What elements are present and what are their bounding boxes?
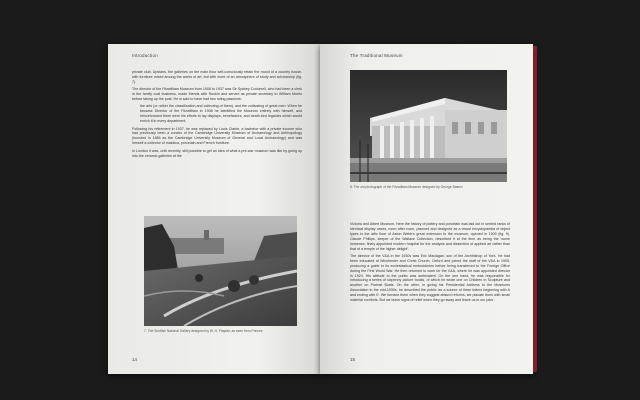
open-book [108,44,533,374]
left-page [108,44,320,374]
left-body-text [132,70,302,161]
right-body-text [350,222,510,306]
right-paragraph: The director of the V&A in the 1930s was Eric Maclagan, son of the Archbishop of York. He had been educated at Winchester and Christ Church, Oxford and joined the staff of the V&A in 1905, producing a guide to its ecclesiastical embroideries before being transferred to the Foreign Office during the First World War. He then returned to work for the V&A, where he was appointed director in 1924. His attitude to the public was ambivalent. On the one hand, he was responsible for introducing a series of sixpenny picture books, of which he wrote one on Children in Sculpture and another on Portrait Busts. On the other, in giving his Presidential Address to the Museums Association in the mid-1930s, he described the public 'as a source of three letters beginning with A and ending with E. We furnace them when they suggest absurd reforms, we placate them with small material comforts. But we leave signs of relief when they go away and leave us in our jobs'. [350,253,510,303]
right-running-header: The Traditional Museum [350,53,403,58]
right-paragraph: Victoria and Albert Museum. Here the history of pottery and porcelain was laid out in serried ranks of identical display cases, room after room, planned and designed as a visual encyclopaedia of object types in the attic floor of Aston Webb's great extension to the museum, opened in 1909 (fig. 9). Claude Phillips, keeper of the Wallace Collection, described it at the time as being the 'some immense, finely appointed modern hospital for the analysis and dissection of applied art rather than that of a temple of the higher delight'. [350,222,510,251]
right-page [320,44,533,374]
left-page-number: 14 [132,357,138,362]
left-running-header: Introduction [132,53,158,58]
left-paragraph: In London it was, until recently, still possible to get an idea of what a pre-war museum was like by going up into the ceramic galleries at the [132,148,302,158]
left-figure-photo [144,216,297,326]
left-paragraph: The director of the Fitzwilliam Museum from 1908 to 1937 was Sir Sydney Cockerell, who had been a clerk in the family coal business, made friends with Ruskin and served as private secretary to William Morris before taking up the post. He is said to have had two ruling passions: [132,87,302,102]
left-figure-caption: 7. The Scottish National Gallery designed by W. H. Playfair, as seen from Princes [144,329,263,333]
left-block-quote: the arts (or rather the classification and collecting of them), and the cultivating of great men. When he became Director of the Fitzwilliam in 1908 he identified the Museum entirely with himself, and henceforward there were his efforts to lay displays, benefactors, and death-bed legacies which would enrich it in every department. [140,104,302,124]
left-paragraph: Following his retirement in 1937, he was replaced by Louis Clarke, a bachelor with a private income who had previously been a curator of the Cambridge University Museum of Archaeology and Anthropology (founded in 1884 as the Cambridge University Museum of General and Local Archaeology) and was himself a collector of maiolica, porcelain and French furniture. [132,126,302,146]
right-page-number: 15 [350,357,356,362]
right-figure-caption: 8. The old photograph of the Fitzwilliam Museum designed by George Basevi [350,185,463,189]
left-paragraph: private club. Upstairs, the galleries on the main floor self-consciously retain the mood of a country house, with furniture mixed among the works of art, but with more of an atmosphere of study and scholarship (fig. 7). [132,70,302,84]
right-figure-photo [350,70,507,182]
